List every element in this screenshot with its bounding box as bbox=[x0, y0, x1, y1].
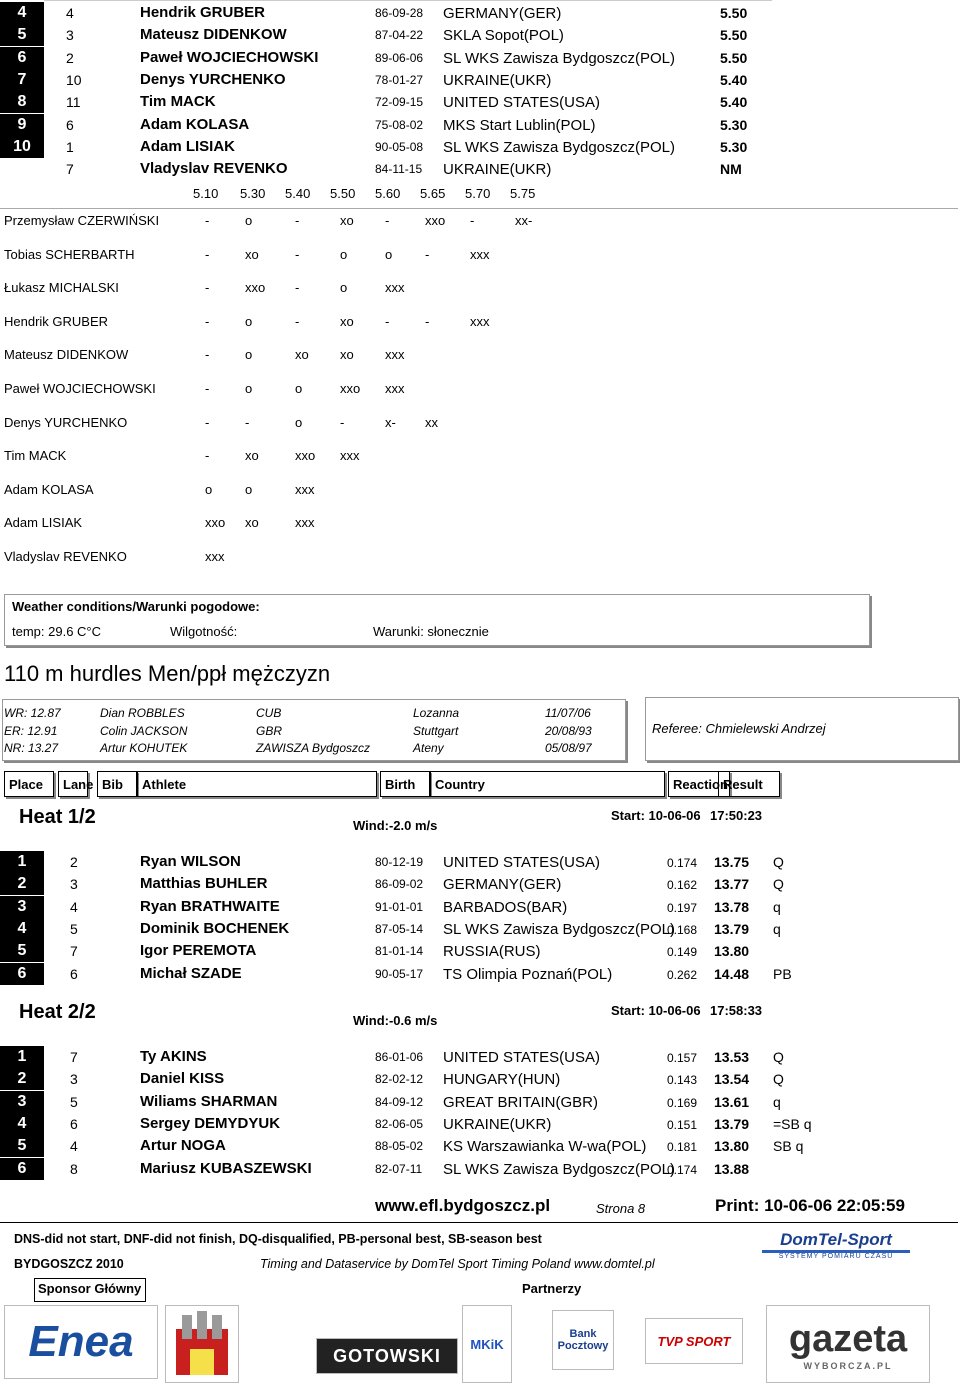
bib-number: 11 bbox=[66, 94, 81, 111]
bib-number: 6 bbox=[66, 116, 74, 133]
lane: 3 bbox=[70, 1071, 78, 1088]
tvp-sport-logo: TVP SPORT bbox=[645, 1318, 743, 1364]
note: Q bbox=[773, 1049, 784, 1065]
place-badge: 4 bbox=[0, 918, 44, 940]
athlete-name: Wiliams SHARMAN bbox=[140, 1092, 278, 1110]
lane: 5 bbox=[70, 920, 78, 937]
birth-date: 87-04-22 bbox=[375, 28, 424, 43]
attempt-mark: xxx bbox=[295, 515, 315, 531]
sponsor-label: Sponsor Główny bbox=[38, 1281, 142, 1296]
record-place: Lozanna bbox=[413, 706, 460, 720]
reaction-time: 0.181 bbox=[667, 1140, 698, 1155]
attempt-mark: x- bbox=[385, 414, 396, 430]
attempt-mark: o bbox=[340, 280, 348, 296]
result: 5.50 bbox=[720, 27, 748, 44]
birth-date: 84-09-12 bbox=[375, 1094, 424, 1109]
birth-date: 80-12-19 bbox=[375, 855, 424, 869]
results-top-border bbox=[44, 0, 772, 1]
result: 14.48 bbox=[714, 965, 750, 982]
start-time: 17:50:23 bbox=[710, 808, 763, 823]
country: UNITED STATES(USA) bbox=[443, 1049, 600, 1066]
country: GREAT BRITAIN(GBR) bbox=[443, 1093, 599, 1111]
attempt-mark: xxo bbox=[425, 213, 446, 228]
lane: 8 bbox=[70, 1160, 78, 1177]
weather-title: Weather conditions/Warunki pogodowe: bbox=[12, 599, 260, 614]
record-nation: GBR bbox=[256, 723, 283, 738]
start-label: Start: 10-06-06 bbox=[611, 808, 701, 823]
result: 13.80 bbox=[714, 943, 750, 960]
weather-conditions: Warunki: słonecznie bbox=[373, 624, 489, 639]
attempt-mark: o bbox=[385, 246, 393, 262]
result: NM bbox=[720, 161, 742, 178]
weather-humidity: Wilgotność: bbox=[170, 624, 238, 639]
birth-date: 86-01-06 bbox=[375, 1050, 424, 1064]
reaction-time: 0.174 bbox=[667, 856, 698, 870]
note: q bbox=[773, 1093, 781, 1110]
country: MKS Start Lublin(POL) bbox=[443, 116, 596, 134]
reaction-time: 0.262 bbox=[667, 967, 698, 982]
reaction-time: 0.143 bbox=[667, 1073, 698, 1088]
country: UKRAINE(UKR) bbox=[443, 1115, 552, 1133]
result: 13.79 bbox=[714, 1115, 750, 1132]
record-nation: CUB bbox=[256, 706, 282, 720]
attempt-mark: - bbox=[385, 213, 390, 228]
bib-number: 7 bbox=[66, 161, 74, 178]
attempt-mark: xxx bbox=[295, 481, 315, 497]
event-title: 110 m hurdles Men/ppł mężczyzn bbox=[4, 661, 331, 686]
attempt-mark: - bbox=[425, 246, 430, 262]
athlete-name: Ryan WILSON bbox=[140, 853, 241, 870]
header-reaction: Reaction bbox=[668, 771, 730, 797]
attempt-mark: xo bbox=[340, 313, 354, 329]
record-place: Stuttgart bbox=[413, 723, 459, 738]
attempt-mark: - bbox=[205, 347, 210, 363]
birth-date: 78-01-27 bbox=[375, 72, 424, 87]
athlete-name: Michał SZADE bbox=[140, 964, 242, 982]
attempt-mark: - bbox=[295, 280, 300, 296]
athlete-name: Adam LISIAK bbox=[140, 137, 236, 155]
mkik-logo: MKiK bbox=[462, 1305, 512, 1383]
result: 13.80 bbox=[714, 1138, 750, 1155]
attempt-mark: xx- bbox=[515, 213, 533, 228]
gotowski-logo: GOTOWSKI bbox=[316, 1338, 458, 1374]
bib-number: 3 bbox=[66, 27, 74, 44]
birth-date: 75-08-02 bbox=[375, 117, 424, 132]
note: Q bbox=[773, 854, 784, 870]
birth-date: 82-02-12 bbox=[375, 1072, 424, 1087]
attempt-athlete: Mateusz DIDENKOW bbox=[4, 347, 129, 363]
result: 5.40 bbox=[720, 94, 748, 111]
attempt-mark: xo bbox=[340, 347, 354, 363]
result: 5.30 bbox=[720, 138, 748, 155]
lane: 6 bbox=[70, 1115, 78, 1132]
gazeta-logo-text: gazeta bbox=[788, 1317, 908, 1360]
country: RUSSIA(RUS) bbox=[443, 943, 541, 961]
reaction-time: 0.197 bbox=[667, 900, 698, 915]
attempt-mark: - bbox=[205, 448, 210, 464]
birth-date: 90-05-17 bbox=[375, 966, 424, 981]
country: HUNGARY(HUN) bbox=[443, 1071, 561, 1089]
note: SB q bbox=[773, 1138, 804, 1155]
attempt-athlete: Tim MACK bbox=[4, 448, 67, 464]
country: SKLA Sopot(POL) bbox=[443, 27, 564, 45]
attempt-mark: - bbox=[205, 213, 210, 228]
reaction-time: 0.151 bbox=[667, 1117, 698, 1132]
header-bib: Bib bbox=[97, 771, 137, 797]
attempt-mark: xo bbox=[245, 246, 259, 262]
attempt-mark: xxo bbox=[245, 280, 266, 296]
attempt-mark: o bbox=[205, 481, 213, 497]
country: SL WKS Zawisza Bydgoszcz(POL) bbox=[443, 1160, 676, 1178]
athlete-name: Dominik BOCHENEK bbox=[140, 919, 290, 937]
attempt-mark: - bbox=[205, 381, 210, 396]
attempt-mark: xxo bbox=[205, 515, 226, 531]
place-badge: 6 bbox=[0, 963, 44, 985]
bib-number: 1 bbox=[66, 138, 74, 155]
lane: 2 bbox=[70, 854, 78, 870]
place-badge: 4 bbox=[0, 2, 44, 24]
country: UKRAINE(UKR) bbox=[443, 161, 552, 179]
reaction-time: 0.149 bbox=[667, 945, 698, 960]
height-label: 5.40 bbox=[285, 186, 311, 201]
record-type: ER: 12.91 bbox=[4, 723, 58, 738]
heat-title: Heat 2/2 bbox=[19, 1001, 96, 1023]
bydgoszcz-crest-icon bbox=[165, 1305, 239, 1383]
header-birth: Birth bbox=[380, 771, 430, 797]
attempt-mark: - bbox=[470, 213, 475, 228]
partners-label: Partnerzy bbox=[522, 1281, 582, 1296]
place-badge: 9 bbox=[0, 114, 44, 136]
attempt-mark: xxo bbox=[340, 381, 361, 396]
birth-date: 84-11-15 bbox=[375, 162, 423, 177]
result: 5.50 bbox=[720, 5, 748, 21]
athlete-name: Sergey DEMYDYUK bbox=[140, 1114, 281, 1132]
enea-logo: Enea bbox=[4, 1305, 158, 1379]
result: 13.77 bbox=[714, 876, 750, 893]
athlete-name: Adam KOLASA bbox=[140, 115, 250, 133]
attempt-mark: xxx bbox=[205, 549, 225, 564]
lane: 7 bbox=[70, 943, 78, 960]
attempt-athlete: Adam KOLASA bbox=[4, 481, 94, 497]
lane: 7 bbox=[70, 1049, 78, 1065]
legend: DNS-did not start, DNF-did not finish, DQ-disqualified, PB-personal best, SB-season best bbox=[14, 1232, 542, 1246]
attempt-mark: o bbox=[245, 347, 253, 363]
country: UNITED STATES(USA) bbox=[443, 94, 600, 112]
result: 13.54 bbox=[714, 1071, 750, 1088]
header-lane: Lane bbox=[58, 771, 88, 797]
attempt-athlete: Adam LISIAK bbox=[4, 515, 83, 531]
result: 13.53 bbox=[714, 1049, 750, 1065]
birth-date: 86-09-28 bbox=[375, 6, 424, 20]
lane: 4 bbox=[70, 1138, 78, 1155]
wind: Wind:-2.0 m/s bbox=[353, 818, 438, 833]
attempt-mark: o bbox=[245, 213, 253, 228]
referee: Referee: Chmielewski Andrzej bbox=[652, 721, 826, 736]
place-badge: 3 bbox=[0, 1091, 44, 1113]
country: SL WKS Zawisza Bydgoszcz(POL) bbox=[443, 49, 676, 67]
divider bbox=[0, 208, 958, 209]
height-label: 5.65 bbox=[420, 186, 446, 201]
place-badge: 1 bbox=[0, 851, 44, 873]
place-badge: 3 bbox=[0, 896, 44, 918]
athlete-name: Vladyslav REVENKO bbox=[140, 160, 288, 178]
attempt-mark: o bbox=[245, 381, 253, 396]
height-label: 5.70 bbox=[465, 186, 491, 201]
domtel-logo bbox=[762, 1230, 910, 1262]
note: q bbox=[773, 898, 781, 915]
record-type: WR: 12.87 bbox=[4, 706, 61, 720]
attempt-mark: o bbox=[295, 414, 303, 430]
country: GERMANY(GER) bbox=[443, 5, 562, 22]
attempt-athlete: Łukasz MICHALSKI bbox=[4, 280, 119, 296]
attempt-mark: xxx bbox=[385, 347, 405, 363]
athlete-name: Igor PEREMOTA bbox=[140, 942, 257, 960]
attempt-mark: o bbox=[245, 313, 253, 329]
result: 13.75 bbox=[714, 854, 750, 870]
attempt-athlete: Tobias SCHERBARTH bbox=[4, 246, 135, 262]
place-badge: 2 bbox=[0, 1068, 44, 1090]
height-label: 5.30 bbox=[240, 186, 266, 201]
athlete-name: Daniel KISS bbox=[140, 1070, 225, 1088]
attempt-mark: xxx bbox=[340, 448, 360, 464]
place-badge: 6 bbox=[0, 1158, 44, 1180]
attempt-athlete: Hendrik GRUBER bbox=[4, 313, 109, 329]
record-nation: ZAWISZA Bydgoszcz bbox=[256, 741, 371, 755]
height-label: 5.75 bbox=[510, 186, 536, 201]
birth-date: 87-05-14 bbox=[375, 921, 424, 936]
athlete-name: Artur NOGA bbox=[140, 1137, 226, 1155]
birth-date: 90-05-08 bbox=[375, 139, 424, 154]
place-badge: 1 bbox=[0, 1046, 44, 1068]
attempt-athlete: Przemysław CZERWIŃSKI bbox=[4, 213, 160, 228]
note: =SB q bbox=[773, 1115, 812, 1132]
attempt-mark: - bbox=[295, 313, 300, 329]
gazeta-logo bbox=[766, 1305, 930, 1383]
country: GERMANY(GER) bbox=[443, 876, 562, 894]
birth-date: 89-06-06 bbox=[375, 50, 424, 65]
note: Q bbox=[773, 876, 784, 893]
athlete-name: Ryan BRATHWAITE bbox=[140, 897, 280, 915]
weather-temp: temp: 29.6 C°C bbox=[12, 624, 102, 639]
heat-title: Heat 1/2 bbox=[19, 806, 96, 828]
record-place: Ateny bbox=[413, 741, 444, 755]
attempt-mark: - bbox=[205, 313, 210, 329]
place-badge: 2 bbox=[0, 873, 44, 895]
domtel-logo-text: DomTel-Sport bbox=[762, 1230, 910, 1253]
birth-date: 72-09-15 bbox=[375, 95, 424, 110]
attempt-mark: xo bbox=[245, 448, 259, 464]
reaction-time: 0.157 bbox=[667, 1051, 698, 1065]
header-athlete: Athlete bbox=[137, 771, 377, 797]
height-label: 5.10 bbox=[193, 186, 219, 201]
result: 13.79 bbox=[714, 920, 750, 937]
attempt-mark: xxx bbox=[470, 313, 490, 329]
attempt-mark: - bbox=[425, 313, 430, 329]
place-badge: 7 bbox=[0, 69, 44, 91]
attempt-athlete: Vladyslav REVENKO bbox=[4, 549, 127, 564]
country: TS Olimpia Poznań(POL) bbox=[443, 965, 613, 983]
attempt-mark: o bbox=[245, 481, 253, 497]
country: UNITED STATES(USA) bbox=[443, 854, 600, 871]
attempt-mark: xo bbox=[295, 347, 309, 363]
header-place: Place bbox=[4, 771, 54, 797]
place-badge: 4 bbox=[0, 1113, 44, 1135]
gazeta-logo-sub: WYBORCZA.PL bbox=[803, 1360, 893, 1371]
birth-date: 88-05-02 bbox=[375, 1139, 424, 1154]
lane: 4 bbox=[70, 898, 78, 915]
result: 5.30 bbox=[720, 116, 748, 133]
record-holder: Dian ROBBLES bbox=[100, 706, 185, 720]
athlete-name: Denys YURCHENKO bbox=[140, 70, 286, 88]
place-badge: 10 bbox=[0, 136, 44, 158]
city-year: BYDGOSZCZ 2010 bbox=[14, 1257, 124, 1271]
attempt-athlete: Paweł WOJCIECHOWSKI bbox=[4, 381, 156, 396]
attempt-mark: o bbox=[295, 381, 303, 396]
athlete-name: Ty AKINS bbox=[140, 1048, 207, 1065]
attempt-mark: xx bbox=[425, 414, 438, 430]
athlete-name: Matthias BUHLER bbox=[140, 875, 268, 893]
country: KS Warszawianka W-wa(POL) bbox=[443, 1138, 647, 1156]
start-label: Start: 10-06-06 bbox=[611, 1003, 701, 1018]
attempt-mark: xxx bbox=[385, 381, 405, 396]
wind: Wind:-0.6 m/s bbox=[353, 1013, 438, 1028]
reaction-time: 0.169 bbox=[667, 1095, 698, 1110]
height-label: 5.50 bbox=[330, 186, 356, 201]
attempt-mark: - bbox=[205, 280, 210, 296]
lane: 3 bbox=[70, 876, 78, 893]
note: PB bbox=[773, 965, 792, 982]
athlete-name: Tim MACK bbox=[140, 93, 216, 111]
bib-number: 2 bbox=[66, 49, 74, 66]
result: 13.61 bbox=[714, 1093, 750, 1110]
attempt-mark: - bbox=[245, 414, 250, 430]
attempt-mark: - bbox=[295, 246, 300, 262]
record-holder: Colin JACKSON bbox=[100, 723, 188, 738]
attempt-mark: o bbox=[340, 246, 348, 262]
attempt-mark: - bbox=[205, 246, 210, 262]
result: 5.50 bbox=[720, 49, 748, 66]
place-badge: 8 bbox=[0, 91, 44, 113]
attempt-mark: - bbox=[385, 313, 390, 329]
record-date: 20/08/93 bbox=[545, 723, 592, 738]
print-time: Print: 10-06-06 22:05:59 bbox=[715, 1196, 905, 1215]
header-result: Result bbox=[718, 771, 780, 797]
attempt-mark: xxx bbox=[470, 246, 490, 262]
timing-credit: Timing and Dataservice by DomTel Sport Timing Poland www.domtel.pl bbox=[260, 1257, 655, 1271]
reaction-time: 0.168 bbox=[667, 922, 698, 937]
header-country: Country bbox=[430, 771, 665, 797]
reaction-time: 0.174 bbox=[667, 1162, 698, 1177]
attempt-mark: - bbox=[295, 213, 300, 228]
page-number: Strona 8 bbox=[596, 1201, 646, 1216]
place-badge: 6 bbox=[0, 47, 44, 69]
record-date: 11/07/06 bbox=[545, 706, 591, 720]
birth-date: 82-07-11 bbox=[375, 1161, 423, 1176]
birth-date: 82-06-05 bbox=[375, 1116, 424, 1131]
height-label: 5.60 bbox=[375, 186, 401, 201]
result: 13.78 bbox=[714, 898, 750, 915]
country: UKRAINE(UKR) bbox=[443, 71, 552, 89]
website: www.efl.bydgoszcz.pl bbox=[375, 1196, 551, 1215]
birth-date: 81-01-14 bbox=[375, 944, 424, 959]
athlete-name: Paweł WOJCIECHOWSKI bbox=[140, 48, 319, 66]
result: 13.88 bbox=[714, 1160, 750, 1177]
note: Q bbox=[773, 1071, 784, 1088]
attempt-mark: xxo bbox=[295, 448, 316, 464]
bib-number: 4 bbox=[66, 5, 74, 21]
note: q bbox=[773, 920, 781, 937]
domtel-logo-sub: SYSTEMY POMIARU CZASU bbox=[778, 1253, 894, 1260]
place-badge: 5 bbox=[0, 24, 44, 46]
result: 5.40 bbox=[720, 71, 748, 88]
athlete-name: Mariusz KUBASZEWSKI bbox=[140, 1159, 312, 1177]
lane: 6 bbox=[70, 965, 78, 982]
record-date: 05/08/97 bbox=[545, 741, 592, 755]
footer-divider bbox=[0, 1222, 958, 1223]
place-badge: 5 bbox=[0, 1135, 44, 1157]
lane: 5 bbox=[70, 1093, 78, 1110]
athlete-name: Mateusz DIDENKOW bbox=[140, 26, 287, 44]
country: BARBADOS(BAR) bbox=[443, 898, 568, 916]
attempt-mark: xo bbox=[340, 213, 354, 228]
record-holder: Artur KOHUTEK bbox=[100, 741, 188, 755]
attempt-athlete: Denys YURCHENKO bbox=[4, 414, 128, 430]
country: SL WKS Zawisza Bydgoszcz(POL) bbox=[443, 138, 676, 156]
attempt-mark: xo bbox=[245, 515, 259, 531]
bank-pocztowy-logo: Bank Pocztowy bbox=[552, 1310, 614, 1370]
bib-number: 10 bbox=[66, 71, 82, 88]
attempt-mark: - bbox=[205, 414, 210, 430]
reaction-time: 0.162 bbox=[667, 878, 698, 893]
birth-date: 86-09-02 bbox=[375, 877, 424, 892]
birth-date: 91-01-01 bbox=[375, 899, 424, 914]
attempt-mark: xxx bbox=[385, 280, 405, 296]
attempt-mark: - bbox=[340, 414, 345, 430]
place-badge: 5 bbox=[0, 940, 44, 962]
athlete-name: Hendrik GRUBER bbox=[140, 4, 266, 21]
start-time: 17:58:33 bbox=[710, 1003, 763, 1018]
record-type: NR: 13.27 bbox=[4, 741, 59, 755]
country: SL WKS Zawisza Bydgoszcz(POL) bbox=[443, 920, 676, 938]
